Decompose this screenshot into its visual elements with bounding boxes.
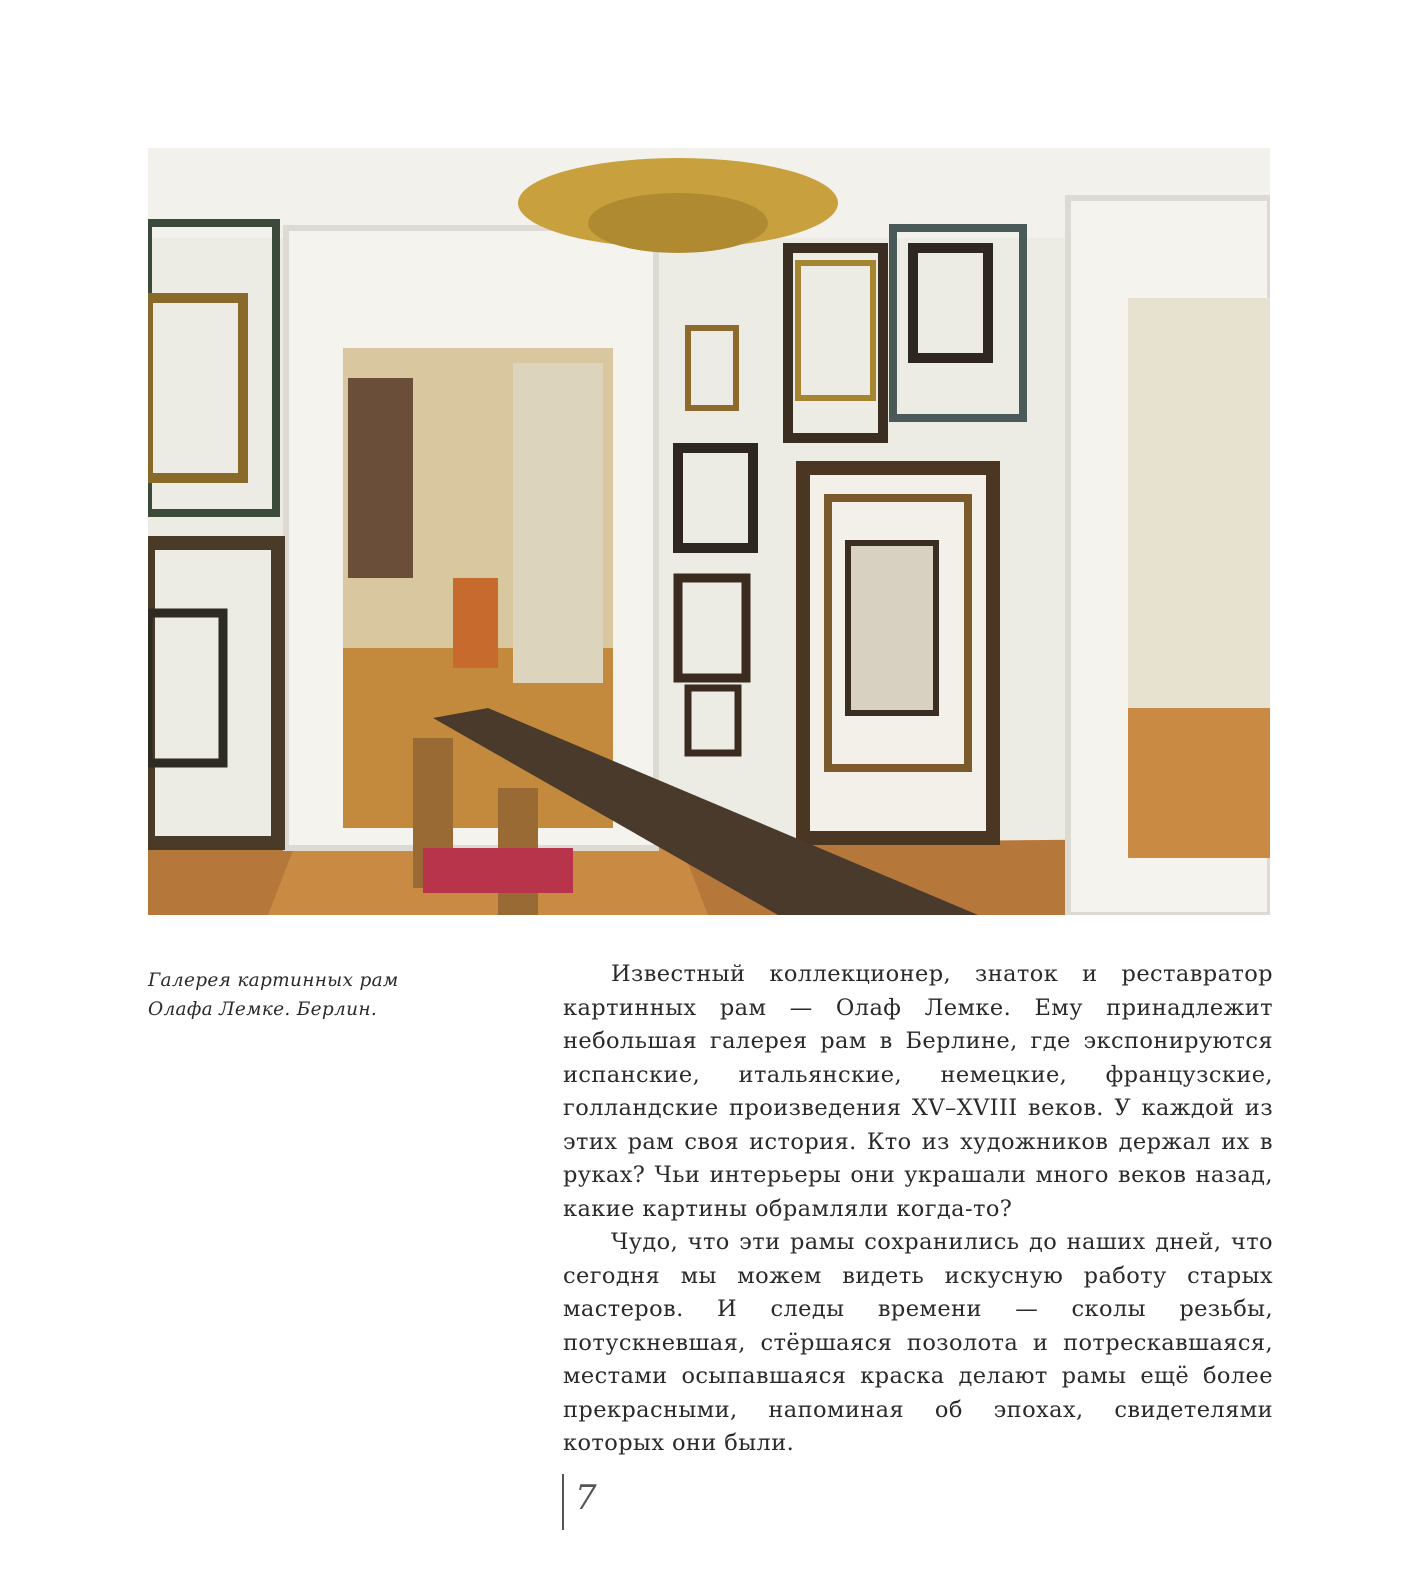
paragraph-1: Известный коллекционер, знаток и реставратор картинных рам — Олаф Лемке. Ему принадлежит небольшая галерея рам в Берлине, где экспонируются испанские, итальянские, немецкие, французские, голландские произведения XV–XVIII веков. У каждой из этих рам своя история. Кто из художников держал их в руках? Чьи интерьеры они украшали много веков назад, какие картины обрамляли когда-то?: [563, 961, 1273, 1222]
paragraph-2: Чудо, что эти рамы сохранились до наших дней, что сегодня мы можем видеть искусную работу старых мастеров. И следы времени — сколы резьбы, потускневшая, стёршаяся позолота и потрескавшаяся, местами осыпавшаяся краска делают рамы ещё более прекрасными, напоминая об эпохах, свидетелями которых они были.: [563, 1229, 1273, 1456]
page-number: 7: [575, 1478, 597, 1518]
article-text: [563, 958, 1273, 1461]
caption-line-2: Олафа Лемке. Берлин.: [148, 999, 377, 1020]
photo-caption: [148, 966, 438, 1024]
gallery-photo: [148, 148, 1270, 915]
caption-line-1: Галерея картинных рам: [148, 970, 399, 991]
page-number-rule: [562, 1474, 564, 1530]
gallery-interior-illustration: [148, 148, 1270, 915]
